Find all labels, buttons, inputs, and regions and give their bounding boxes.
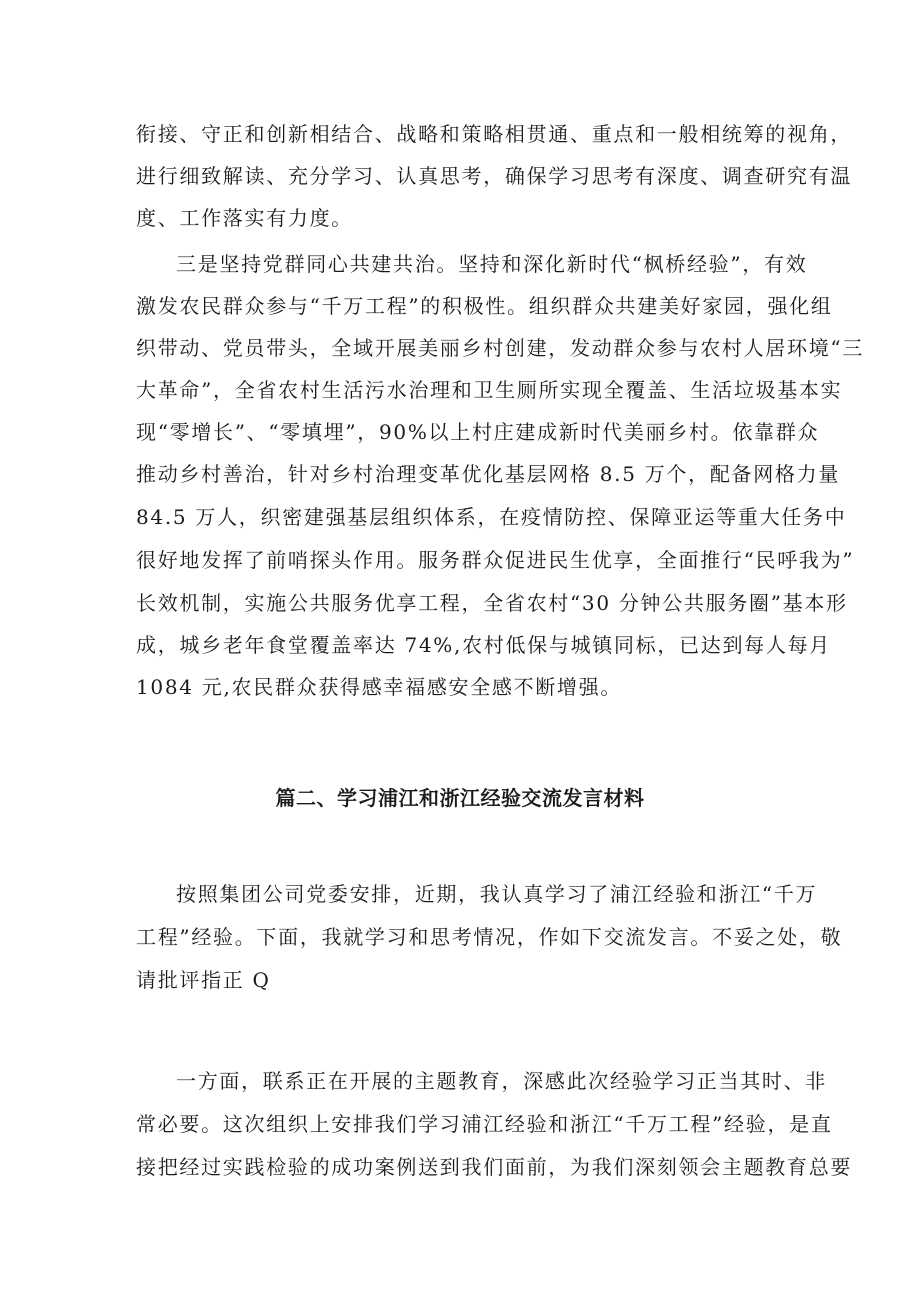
paragraph-2-line-3: 织带动、党员带头，全域开展美丽乡村创建，发动群众参与农村人居环境“三 [136,336,865,360]
paragraph-1-line-2: 进行细致解读、充分学习、认真思考，确保学习思考有深度、调查研究有温 [136,164,853,188]
paragraph-4-line-1: 一方面，联系正在开展的主题教育，深感此次经验学习正当其时、非 [176,1069,827,1093]
paragraph-3-line-1: 按照集团公司党委安排，近期，我认真学习了浦江经验和浙江“千万 [176,882,818,906]
section-heading: 篇二、学习浦江和浙江经验交流发言材料 [275,786,645,810]
paragraph-2-line-9: 长效机制，实施公共服务优享工程，全省农村“30 分钟公共服务圈”基本形 [136,591,848,615]
paragraph-4-line-3: 接把经过实践检验的成功案例送到我们面前，为我们深刻领会主题教育总要 [136,1155,853,1179]
paragraph-2-line-5: 现“零增长”、“零填埋”，90%以上村庄建成新时代美丽乡村。依靠群众 [136,420,820,444]
paragraph-4-line-2: 常必要。这次组织上安排我们学习浦江经验和浙江“千万工程”经验，是直 [136,1112,833,1136]
paragraph-2-line-1: 三是坚持党群同心共建共治。坚持和深化新时代“枫桥经验”，有效 [176,252,808,276]
paragraph-3-line-2: 工程”经验。下面，我就学习和思考情况，作如下交流发言。不妥之处，敬 [136,925,843,949]
paragraph-2-line-7: 84.5 万人，织密建强基层组织体系，在疫情防控、保障亚运等重大任务中 [136,505,847,529]
paragraph-2-line-11: 1084 元,农民群众获得感幸福感安全感不断增强。 [136,675,623,699]
paragraph-1-line-1: 衔接、守正和创新相结合、战略和策略相贯通、重点和一般相统筹的视角， [136,122,853,146]
paragraph-2-line-2: 激发农民群众参与“千万工程”的积极性。组织群众共建美好家园，强化组 [136,294,833,318]
paragraph-2-line-4: 大革命”，全省农村生活污水治理和卫生厕所实现全覆盖、生活垃圾基本实 [136,378,843,402]
paragraph-2-line-6: 推动乡村善治，针对乡村治理变革优化基层网格 8.5 万个，配备网格力量 [136,462,841,486]
paragraph-3-line-3: 请批评指正 Q [136,968,271,992]
paragraph-1-line-3: 度、工作落实有力度。 [136,206,353,230]
paragraph-2-line-10: 成，城乡老年食堂覆盖率达 74%,农村低保与城镇同标，已达到每人每月 [136,633,831,657]
paragraph-2-line-8: 很好地发挥了前哨探头作用。服务群众促进民生优享，全面推行“民呼我为” [136,548,855,572]
